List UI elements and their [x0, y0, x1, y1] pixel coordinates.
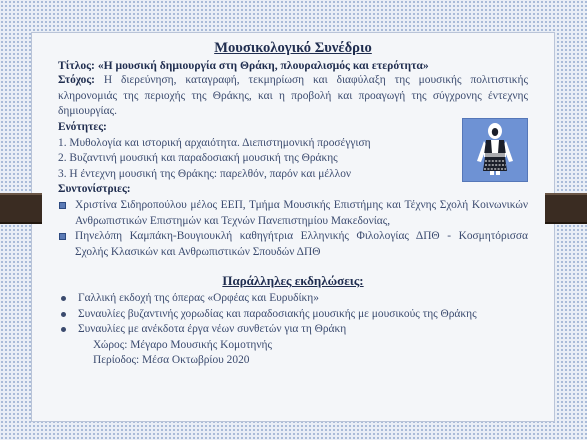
events-heading: Παράλληλες εκδηλώσεις: [222, 273, 364, 289]
slide-content [58, 38, 528, 369]
coordinator-text: Χριστίνα Σιδηροπούλου μέλος ΕΕΠ, Τμήμα Μουσικής Επιστήμης και Τέχνης Σχολή Κοινωνικών Ανθρωπιστικών Επιστημών και Τεχνών Πανεπιστημίου Μακεδονίας, [75, 198, 528, 227]
units-heading: Ενότητες: [58, 120, 107, 133]
coordinator-item [58, 229, 528, 260]
costume-figure-icon [462, 118, 528, 182]
unit-item: 3. Η έντεχνη μουσική της Θράκης: παρελθόν, παρόν και μέλλον [58, 167, 352, 180]
event-text: Συναυλίες βυζαντινής χορωδίας και παραδοσιακής μουσικής με μουσικούς της Θράκης [78, 307, 477, 320]
goal-paragraph [58, 73, 528, 120]
square-bullet-icon [59, 202, 66, 209]
conference-subject: Τίτλος: «Η μουσική δημιουργία στη Θράκη, πλουραλισμός και ετερότητα» [58, 58, 429, 72]
costume-figure-graphic [463, 119, 527, 181]
event-period: Περίοδος: Μέσα Οκτωβρίου 2020 [93, 354, 250, 367]
bullet-dot-icon [61, 312, 66, 317]
goal-text: Η διερεύνηση, καταγραφή, τεκμηρίωση και διαφύλαξη της μουσικής πολιτιστικής κληρονομιάς της περιοχής της Θράκης, και η προβολή και προαγωγή της σύγχρονης έντεχνης δημιουργίας. [58, 74, 528, 118]
units-list [58, 136, 528, 183]
unit-item: 2. Βυζαντινή μουσική και παραδοσιακή μουσική της Θράκης [58, 152, 338, 165]
coordinator-item [58, 198, 528, 229]
right-binding-strap [545, 193, 587, 224]
event-text: Συναυλίες με ανέκδοτα έργα νέων συνθετών για τη Θράκη [78, 323, 347, 336]
coordinator-text: Πηνελόπη Καμπάκη-Βουγιουκλή καθηγήτρια Ελληνικής Φιλολογίας ΔΠΘ - Κοσμητόρισσα Σχολής Κλασικών και Ανθρωπιστικών Σπουδών ΔΠΘ [75, 230, 528, 258]
unit-item: 1. Μυθολογία και ιστορική αρχαιότητα. Διεπιστημονική προσέγγιση [58, 136, 371, 149]
event-item [58, 307, 528, 323]
event-item [58, 322, 528, 338]
event-venue: Χώρος: Μέγαρο Μουσικής Κομοτηνής [93, 338, 272, 351]
left-binding-strap [0, 193, 42, 224]
bullet-dot-icon [61, 296, 66, 301]
square-bullet-icon [59, 233, 66, 240]
coordinators-heading: Συντονίστριες: [58, 183, 131, 196]
event-item [58, 291, 528, 307]
bullet-dot-icon [61, 327, 66, 332]
goal-label: Στόχος: [58, 74, 95, 87]
page-title: Μουσικολογικό Συνέδριο [214, 40, 372, 56]
event-text: Γαλλική εκδοχή της όπερας «Ορφέας και Ευρυδίκη» [78, 291, 319, 304]
